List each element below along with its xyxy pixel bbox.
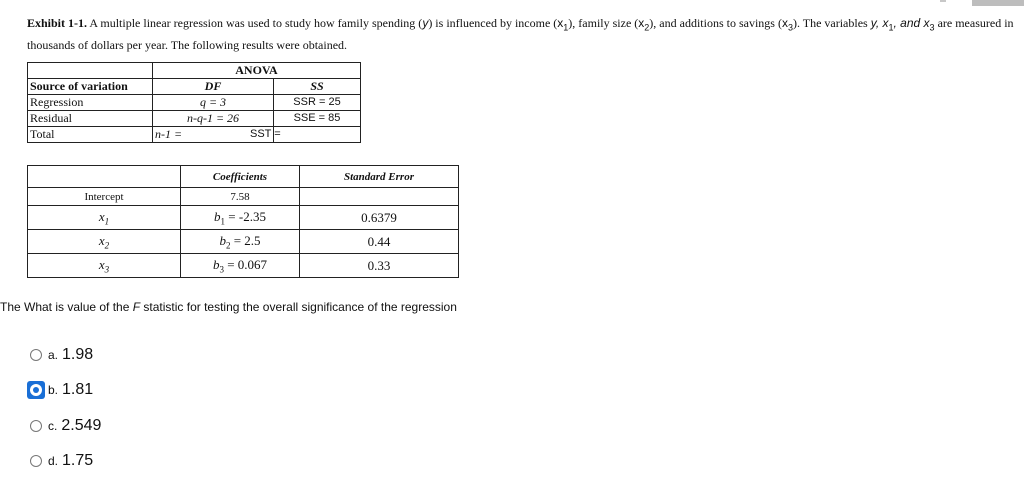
question-text: The What is value of the F statistic for testing the overall significance of the regression: [0, 300, 457, 314]
table-row: $x_3$ $b_3 = 0.067$ 0.33: [28, 254, 459, 278]
radio-dot-icon: [33, 387, 39, 393]
anova-header-df: DF: [153, 79, 274, 95]
anova-table: [27, 62, 361, 143]
table-row: $x_1$ $b_1 = -2.35$ 0.6379: [28, 206, 459, 230]
radio-button[interactable]: [30, 349, 42, 361]
anova-row: Total n-1 = SST =: [28, 127, 361, 143]
exhibit-description: Exhibit 1-1. A multiple linear regression was used to study how family spending (y) is influenced by income $(x_1)$, family size $(x_2)$, and additions to savings $(x_3)$. The variables y, $x_1$, and $x_3$ are measured in thousands of dollars per year. The following results were obtained.: [27, 16, 1014, 53]
intercept-coef: 7.58: [181, 188, 300, 206]
top-edge-mark: [940, 0, 946, 2]
coef-header-coefficients: Coefficients: [181, 166, 300, 188]
coef-header-std-error: Standard Error: [300, 166, 459, 188]
anova-row: Residual n-q-1 = 26 SSE = 85: [28, 111, 361, 127]
radio-button-selected[interactable]: [27, 381, 45, 399]
option-d[interactable]: d. 1.75: [30, 451, 93, 471]
option-c[interactable]: c. 2.549: [30, 416, 101, 436]
coefficients-table: [27, 165, 459, 278]
exhibit-label: Exhibit 1-1.: [27, 16, 88, 30]
intercept-label: Intercept: [28, 188, 181, 206]
table-row: $x_2$ $b_2 = 2.5$ 0.44: [28, 230, 459, 254]
anova-row: Regression q = 3 SSR = 25: [28, 95, 361, 111]
anova-header-source: Source of variation: [28, 79, 153, 95]
radio-button[interactable]: [30, 420, 42, 432]
table-row: [28, 188, 459, 206]
anova-title: ANOVA: [153, 63, 361, 79]
anova-header-ss: SS: [274, 79, 361, 95]
top-right-bar: [972, 0, 1024, 6]
option-b[interactable]: b. 1.81: [30, 380, 93, 400]
radio-button[interactable]: [30, 455, 42, 467]
option-a[interactable]: a. 1.98: [30, 345, 93, 365]
